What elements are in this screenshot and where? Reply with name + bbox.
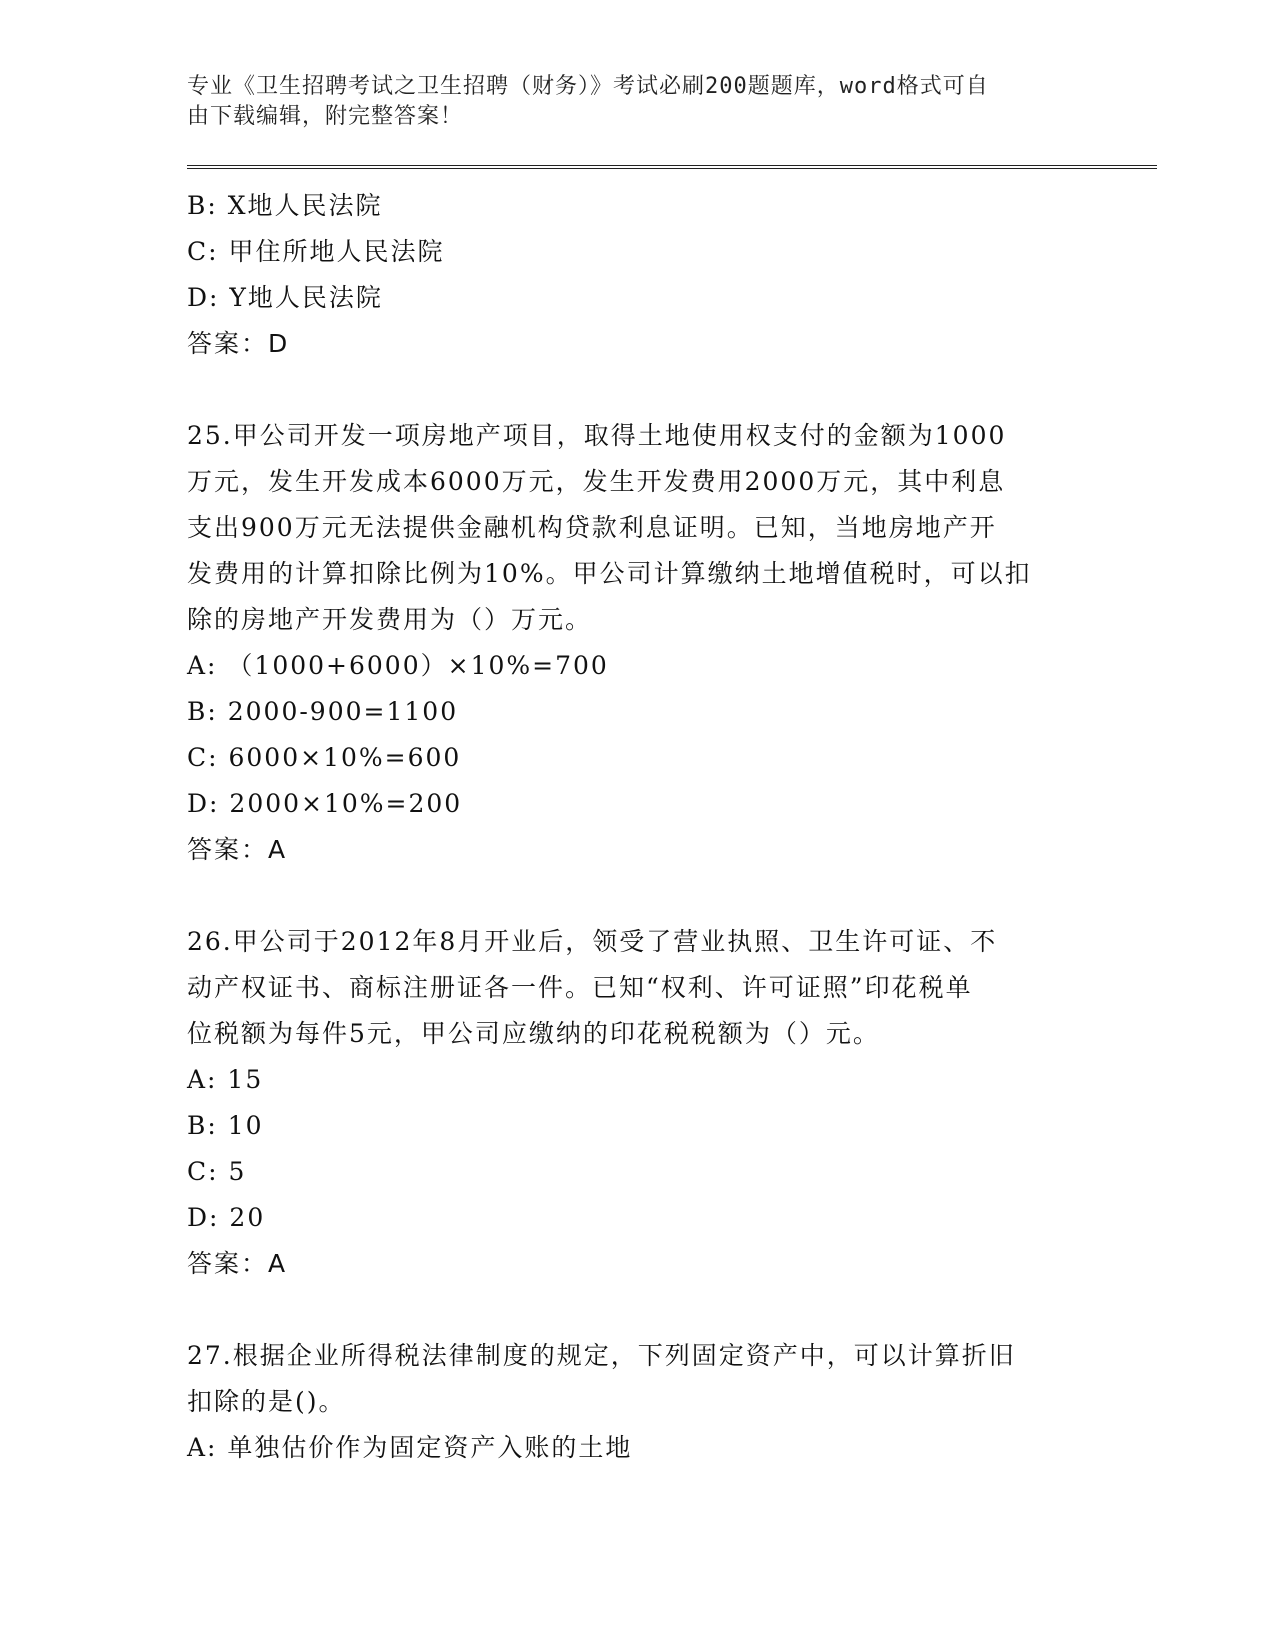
stem-line: 发费用的计算扣除比例为10%。甲公司计算缴纳土地增值税时，可以扣 xyxy=(187,559,1032,588)
stem-line: 万元，发生开发成本6000万元，发生开发费用2000万元，其中利息 xyxy=(187,467,1006,496)
stem-line: 26.甲公司于2012年8月开业后，领受了营业执照、卫生许可证、不 xyxy=(187,927,998,956)
header-line: 专业《卫生招聘考试之卫生招聘（财务）》考试必刷200题题库，word格式可自 xyxy=(187,74,989,99)
option-c: C: 甲住所地人民法院 xyxy=(187,237,445,266)
option-c: C: 6000×10%=600 xyxy=(187,743,462,772)
answer-line: 答案：A xyxy=(187,1249,288,1278)
stem-line: 动产权证书、商标注册证各一件。已知“权利、许可证照”印花税单 xyxy=(187,973,973,1002)
stem-line: 除的房地产开发费用为（）万元。 xyxy=(187,605,593,634)
header-divider xyxy=(187,165,1157,169)
answer-line: 答案：A xyxy=(187,835,288,864)
question-stem xyxy=(187,919,1157,1057)
previous-question-tail xyxy=(187,183,1157,367)
stem-line: 扣除的是()。 xyxy=(187,1387,346,1416)
option-b: B: 2000-900=1100 xyxy=(187,697,459,726)
header-line: 由下载编辑，附完整答案！ xyxy=(187,104,464,129)
option-b: B: X地人民法院 xyxy=(187,191,383,220)
question-25 xyxy=(187,413,1157,873)
option-a: A: 单独估价作为固定资产入账的土地 xyxy=(187,1433,633,1462)
stem-line: 支出900万元无法提供金融机构贷款利息证明。已知，当地房地产开 xyxy=(187,513,997,542)
option-d: D: 20 xyxy=(187,1203,266,1232)
option-a: A: 15 xyxy=(187,1065,264,1094)
question-stem xyxy=(187,1333,1157,1425)
option-d: D: 2000×10%=200 xyxy=(187,789,463,818)
question-stem xyxy=(187,413,1157,643)
option-a: A: （1000+6000）×10%=700 xyxy=(187,651,609,680)
question-26 xyxy=(187,919,1157,1287)
answer-line: 答案：D xyxy=(187,329,290,358)
option-d: D: Y地人民法院 xyxy=(187,283,383,312)
option-b: B: 10 xyxy=(187,1111,264,1140)
stem-line: 25.甲公司开发一项房地产项目，取得土地使用权支付的金额为1000 xyxy=(187,421,1007,450)
document-header xyxy=(187,72,1067,132)
stem-line: 27.根据企业所得税法律制度的规定，下列固定资产中，可以计算折旧 xyxy=(187,1341,1016,1370)
stem-line: 位税额为每件5元，甲公司应缴纳的印花税税额为（）元。 xyxy=(187,1019,880,1048)
document-page xyxy=(187,72,1157,1471)
question-27 xyxy=(187,1333,1157,1471)
option-c: C: 5 xyxy=(187,1157,247,1186)
